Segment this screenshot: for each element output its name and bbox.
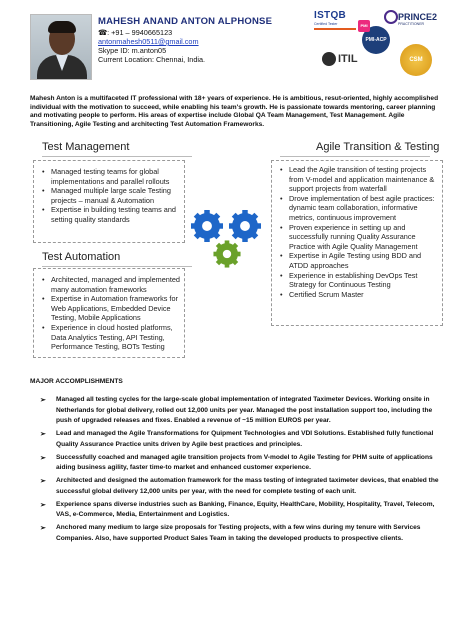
list-item: • Proven experience in setting up and successfully running Quality Assurance Practice with Agile Quality Management	[278, 223, 438, 252]
pmi-acp-logo: PMI PMI-ACP	[362, 26, 390, 54]
list-item: • Drove implementation of best agile practices: dynamic team collaboration, informative metrics, continuous improvement	[278, 194, 438, 223]
agile-transition-heading: Agile Transition & Testing	[316, 141, 440, 153]
accomplishment-item: ➢ Anchored many medium to large size proposals for Testing projects, with a few wins during my tenure with Services Companies. Also, have supported Product Sales Team in taking the developed products to prospective clients.	[40, 524, 421, 542]
agile-transition-box	[271, 160, 443, 326]
list-item: • Lead the Agile transition of testing projects from V-model and application maintenance & support projects from waterfall	[278, 165, 438, 194]
list-item: • Expertise in Agile Testing using BDD and ATDD approaches	[278, 251, 438, 270]
arrow-bullet-icon: ➢	[40, 525, 46, 533]
test-automation-heading: Test Automation	[42, 251, 121, 263]
candidate-name: MAHESH ANAND ANTON ALPHONSE	[98, 16, 273, 27]
arrow-bullet-icon: ➢	[40, 501, 46, 509]
current-location: Current Location: Chennai, India.	[98, 55, 206, 64]
list-item: • Certified Scrum Master	[278, 290, 438, 300]
list-item: • Managed multiple large scale Testing projects – manual & Automation	[40, 186, 180, 205]
accomplishments-list	[40, 395, 448, 547]
divider	[280, 156, 430, 157]
professional-summary: Mahesh Anton is a multifaceted IT professional with 18+ years of experience. He is ambitious, resut-oriented, highly accomplished individual with the motivation to succeed, while enabling his team's growth. He is passionate towards mentoring, career planning and motivating people to perform. His areas of expertise include Global QA Team Management, Test Management. Agile Transitioning, Agile Testing and architecting Test Automation Frameworks.	[30, 95, 439, 128]
test-automation-box	[33, 268, 185, 358]
accomplishment-item: ➢ Successfully coached and managed agile transition projects from V-model to Agile Testing for PHM suite of applications aiding business agility, faster time-to market and enhanced customer experience.	[40, 453, 433, 472]
test-management-box	[33, 160, 185, 243]
list-item: • Expertise in building testing teams and setting quality standards	[40, 205, 180, 224]
list-item: • Architected, managed and implemented many automation frameworks	[40, 275, 180, 294]
divider	[42, 156, 192, 157]
phone-number: ☎: +91 – 9940665123	[98, 28, 173, 37]
accomplishment-item: ➢ Experience spans diverse industries such as Banking, Finance, Equity, HealthCare, Mobility, Hospitality, Travel, Telecom, VAS, e-Commerce, Media, Entertainment and Logistics.	[40, 500, 435, 519]
accomplishment-item: ➢ Architected and designed the automation framework for the mass testing of integrated taximeter devices, that enabled the successful global delivery 12,000 units per year, with the need for complete testing of each unit.	[40, 477, 439, 495]
accomplishment-item: ➢ Managed all testing cycles for the large-scale global implementation of integrated Taximeter Devices. Working onsite in Netherlands for global delivery, rolled out 12,000 units per year. Managed the post installation support too, including the push of upgraded releases and fixes. Enabled a revenue of ~15 million EUROS per year.	[40, 396, 433, 425]
divider	[42, 266, 192, 267]
arrow-bullet-icon: ➢	[40, 454, 46, 462]
skype-id: Skype ID: m.anton05	[98, 46, 167, 55]
istqb-logo: ISTQB Certified Tester	[314, 10, 360, 40]
arrow-bullet-icon: ➢	[40, 478, 46, 486]
list-item: • Managed testing teams for global implementations and parallel rollouts	[40, 167, 180, 186]
profile-photo	[30, 14, 92, 80]
itil-logo: ITIL	[322, 50, 358, 68]
prince2-logo: PRINCE2 PRACTITIONER	[398, 12, 437, 26]
csm-badge-logo: CSM	[400, 44, 432, 76]
test-management-heading: Test Management	[42, 141, 130, 153]
arrow-bullet-icon: ➢	[40, 397, 46, 404]
arrow-bullet-icon: ➢	[40, 431, 46, 439]
gears-icon	[185, 200, 275, 280]
list-item: • Expertise in Automation frameworks for Web Applications, Embedded Device Testing, Mobile Applications	[40, 294, 180, 323]
email-link[interactable]: antonmahesh0511@gmail.com	[98, 37, 199, 46]
accomplishment-item: ➢ Lead and managed the Agile Transformations for Quipment Technologies and VDI Solutions. Established fully functional Quality Assurance Practice units driven by Agile best practices and principles.	[40, 430, 434, 448]
list-item: • Experience in cloud hosted platforms, Data Analytics Testing, API Testing, Performance Testing, BOTs Testing	[40, 323, 180, 352]
list-item: • Experience in establishing DevOps Test Strategy for Continuous Testing	[278, 271, 438, 290]
major-accomplishments-heading: MAJOR ACCOMPLISHMENTS	[30, 378, 123, 385]
